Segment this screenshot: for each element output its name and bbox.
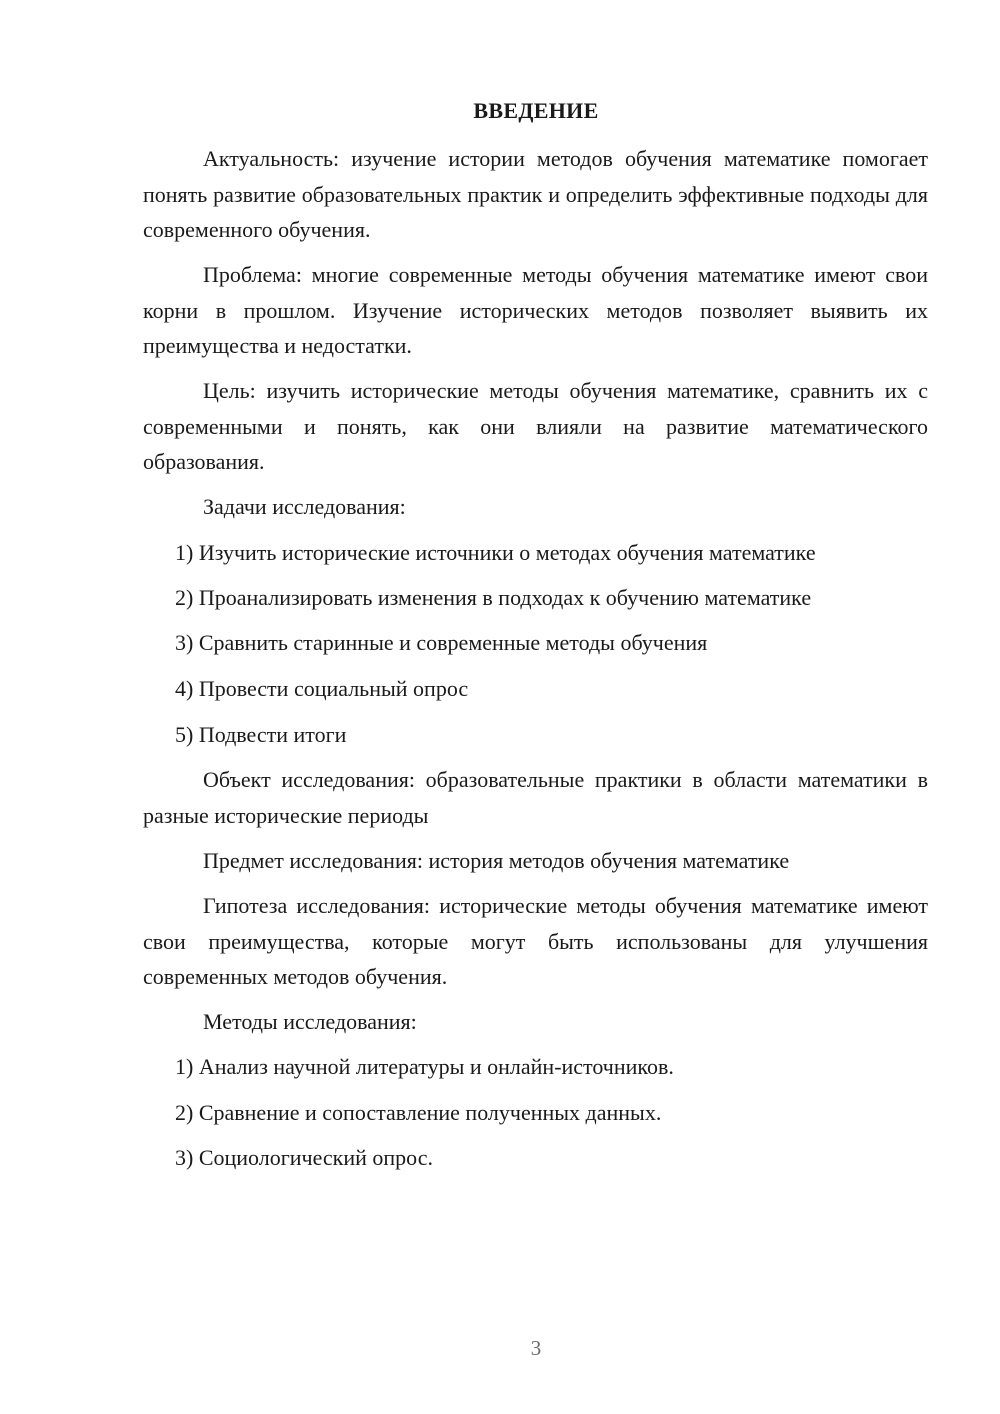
- task-item: 1) Изучить исторические источники о методах обучения математике: [175, 540, 816, 565]
- object-paragraph: Объект исследования: образовательные практики в области математики в разные исторические периоды: [143, 767, 928, 828]
- method-item: 3) Социологический опрос.: [175, 1145, 433, 1170]
- problem-paragraph: Проблема: многие современные методы обучения математике имеют свои корни в прошлом. Изучение исторических методов позволяет выявить их преимущества и недостатки.: [143, 262, 928, 358]
- page-title: ВВЕДЕНИЕ: [473, 98, 599, 123]
- relevance-paragraph: Актуальность: изучение истории методов обучения математике помогает понять развитие образовательных практик и определить эффективные подходы для современного обучения.: [143, 146, 928, 242]
- page-number: 3: [530, 1336, 542, 1360]
- method-item: 2) Сравнение и сопоставление полученных данных.: [175, 1100, 662, 1125]
- task-item: 4) Провести социальный опрос: [175, 676, 469, 701]
- subject-paragraph: Предмет исследования: история методов обучения математике: [203, 848, 790, 873]
- goal-paragraph: Цель: изучить исторические методы обучения математике, сравнить их с современными и понять, как они влияли на развитие математического образования.: [143, 378, 928, 474]
- tasks-heading: Задачи исследования:: [203, 494, 406, 519]
- task-item: 3) Сравнить старинные и современные методы обучения: [175, 630, 708, 655]
- hypothesis-paragraph: Гипотеза исследования: исторические методы обучения математике имеют свои преимущества, которые могут быть использованы для улучшения современных методов обучения.: [143, 893, 928, 989]
- methods-heading: Методы исследования:: [203, 1009, 417, 1034]
- task-item: 2) Проанализировать изменения в подходах к обучению математике: [175, 585, 812, 610]
- method-item: 1) Анализ научной литературы и онлайн-источников.: [175, 1054, 674, 1079]
- task-item: 5) Подвести итоги: [175, 722, 347, 747]
